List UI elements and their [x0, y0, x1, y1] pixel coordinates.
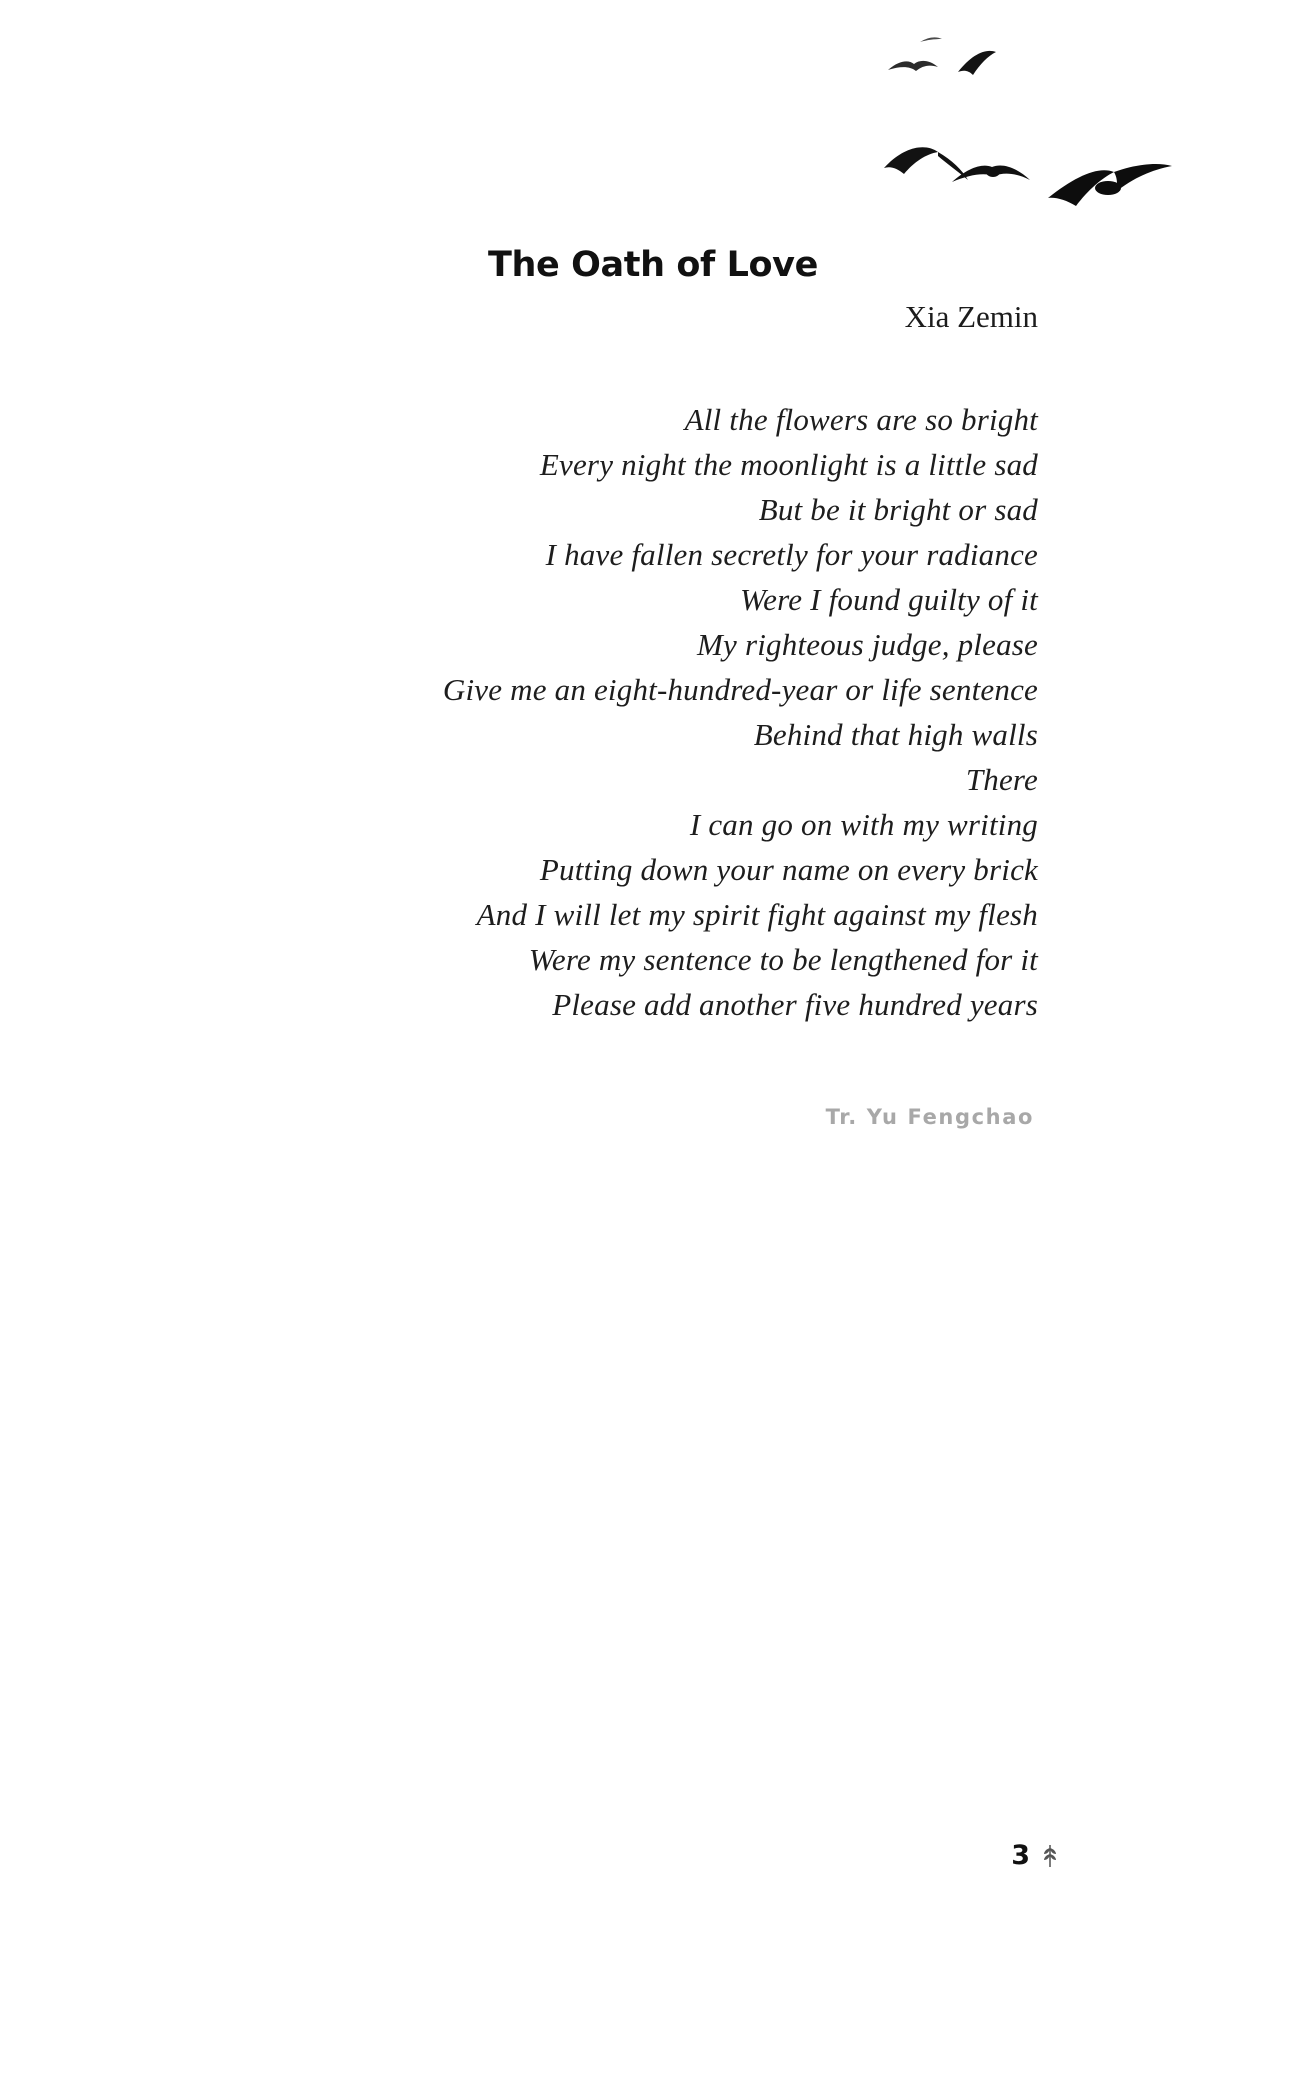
poem-content — [300, 245, 1050, 1129]
poem-author: Xia Zemin — [904, 299, 1038, 334]
translator-credit: Tr. Yu Fengchao — [825, 1105, 1034, 1129]
poem-line: And I will let my spirit fight against my flesh — [476, 897, 1038, 932]
poem-line: My righteous judge, please — [697, 627, 1038, 662]
poem-line: Behind that high walls — [753, 717, 1038, 752]
leaf-ornament-icon — [1040, 1843, 1060, 1869]
poem-line: There — [965, 762, 1038, 797]
page-footer — [0, 1840, 1060, 1871]
poem-line: Every night the moonlight is a little sad — [539, 447, 1038, 482]
flying-birds-icon — [880, 20, 1280, 240]
poem-line: Were my sentence to be lengthened for it — [528, 942, 1038, 977]
poem-line: All the flowers are so bright — [684, 402, 1038, 437]
page-number: 3 — [1011, 1840, 1030, 1871]
poem-line: Were I found guilty of it — [739, 582, 1038, 617]
poem-body — [300, 397, 1050, 1027]
poem-line: But be it bright or sad — [758, 492, 1038, 527]
poem-line: Please add another five hundred years — [552, 987, 1038, 1022]
poem-line: Putting down your name on every brick — [539, 852, 1038, 887]
poem-line: I can go on with my writing — [689, 807, 1038, 842]
poem-line: I have fallen secretly for your radiance — [545, 537, 1038, 572]
page-title: The Oath of Love — [488, 245, 818, 285]
poem-line: Give me an eight-hundred-year or life sentence — [442, 672, 1038, 707]
